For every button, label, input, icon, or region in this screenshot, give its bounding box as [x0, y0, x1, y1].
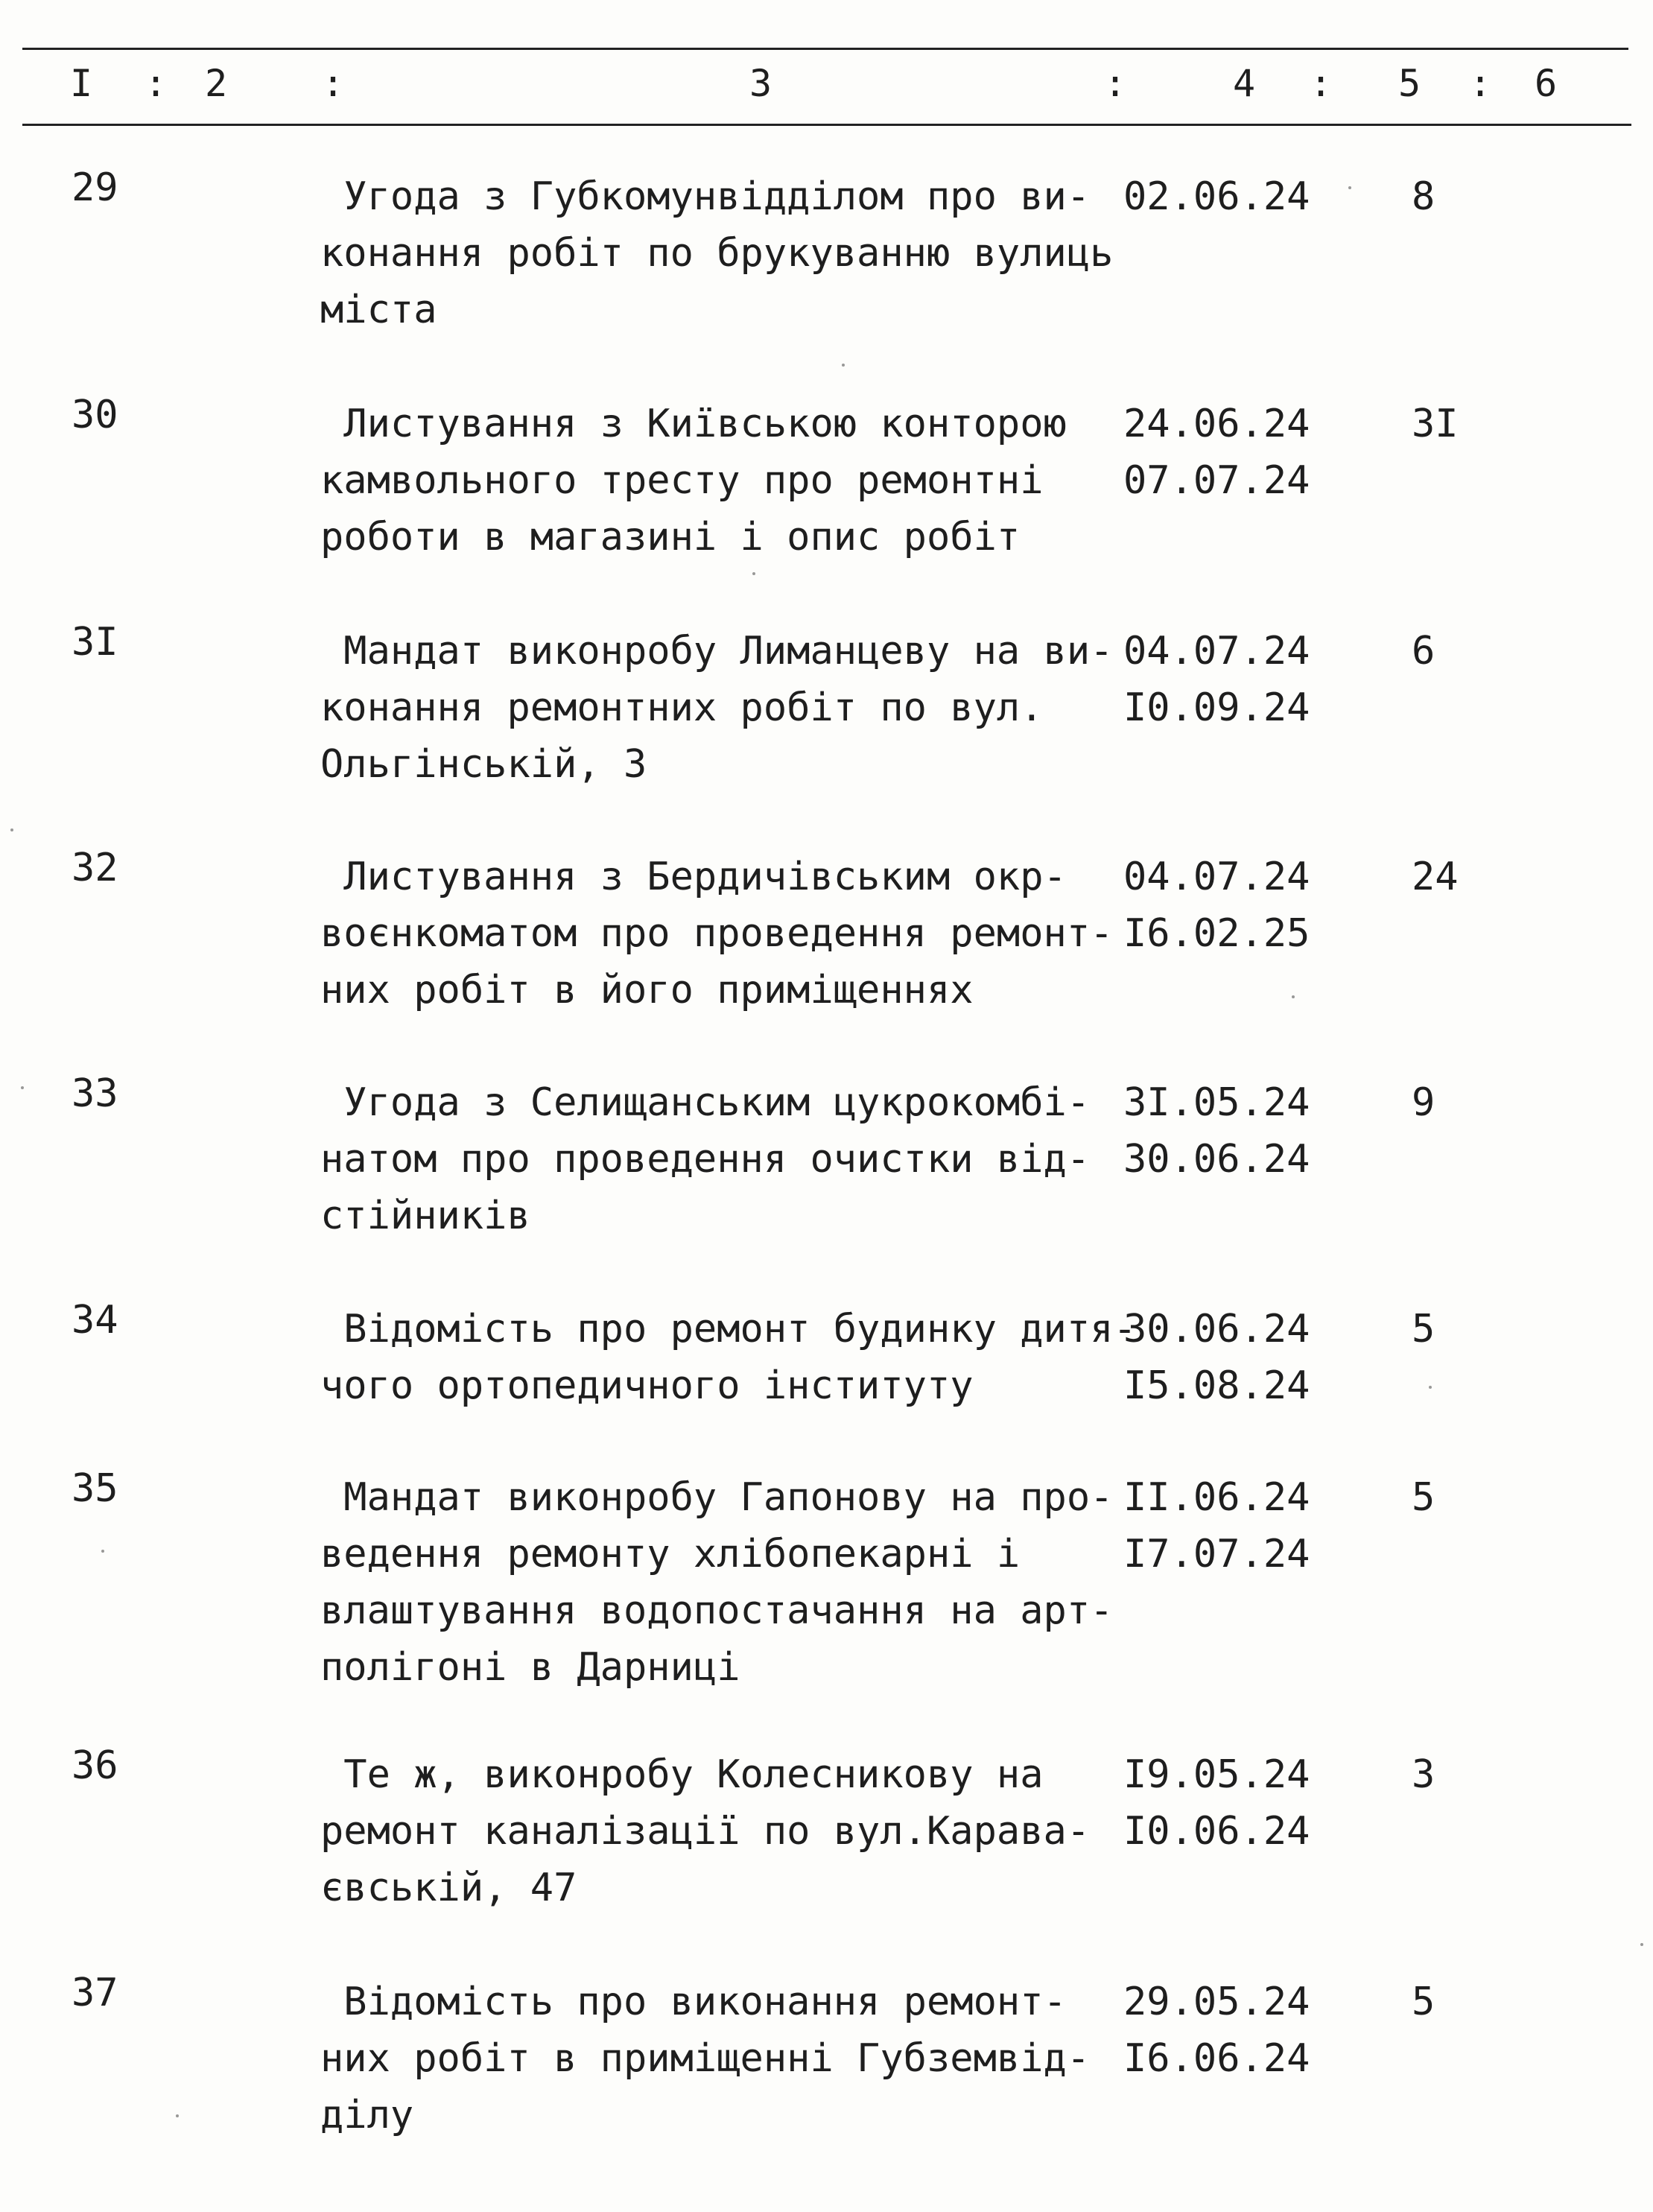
scan-speck: [1640, 1943, 1643, 1946]
description-line: Мандат виконробу Гапонову на про-: [320, 1475, 1114, 1520]
date-start: 04.07.24: [1123, 629, 1310, 674]
date-end: I6.06.24: [1123, 2036, 1310, 2081]
table-row: [0, 165, 1653, 377]
header-col-5: 5: [1398, 62, 1421, 105]
header-col-1: I: [70, 62, 93, 105]
table-row: [0, 1071, 1653, 1283]
header-col-3: 3: [749, 62, 772, 105]
scan-speck: [10, 828, 13, 831]
date-start: 3I.05.24: [1123, 1080, 1310, 1125]
row-number: 34: [72, 1298, 118, 1343]
table-row: [0, 393, 1653, 604]
sheet-count: 5: [1412, 1980, 1435, 2024]
row-number: 35: [72, 1466, 118, 1511]
table-row: [0, 620, 1653, 831]
header-sep-2: :: [322, 62, 345, 105]
row-number: 3I: [72, 620, 118, 665]
description-line: конання ремонтних робіт по вул.: [320, 685, 1044, 730]
scan-speck: [1292, 995, 1295, 998]
description-line: Угода з Губкомунвідділом про ви-: [320, 174, 1091, 219]
description-line: стійників: [320, 1194, 530, 1238]
description-line: них робіт в його приміщеннях: [320, 968, 974, 1012]
description-line: полігоні в Дарниці: [320, 1645, 740, 1690]
description-line: Листування з Бердичівським окр-: [320, 855, 1067, 899]
row-number: 36: [72, 1743, 118, 1788]
date-end: I0.09.24: [1123, 685, 1310, 730]
description-line: конання робіт по брукуванню вулиць: [320, 231, 1114, 276]
description-line: камвольного тресту про ремонтні: [320, 458, 1044, 503]
description-line: натом про проведення очистки від-: [320, 1137, 1091, 1182]
scan-speck: [1429, 1386, 1432, 1389]
description-line: Ольгінській, 3: [320, 742, 647, 787]
description-line: Угода з Селищанським цукрокомбі-: [320, 1080, 1091, 1125]
row-number: 29: [72, 165, 118, 210]
header-bottom-rule: [22, 124, 1631, 126]
scan-speck: [1348, 186, 1351, 189]
sheet-count: 24: [1412, 855, 1459, 899]
sheet-count: 9: [1412, 1080, 1435, 1125]
date-start: I9.05.24: [1123, 1752, 1310, 1797]
table-row: [0, 1743, 1653, 1955]
description-line: чого ортопедичного інституту: [320, 1363, 974, 1408]
description-line: міста: [320, 288, 437, 332]
description-line: ділу: [320, 2093, 414, 2137]
date-end: I7.07.24: [1123, 1532, 1310, 1576]
header-col-4: 4: [1233, 62, 1256, 105]
date-start: 04.07.24: [1123, 855, 1310, 899]
scan-speck: [752, 572, 755, 575]
header-sep-3: :: [1104, 62, 1127, 105]
table-row: [0, 846, 1653, 1057]
date-start: 29.05.24: [1123, 1980, 1310, 2024]
date-end: I5.08.24: [1123, 1363, 1310, 1408]
table-row: [0, 1466, 1653, 1737]
sheet-count: 5: [1412, 1475, 1435, 1520]
row-number: 32: [72, 846, 118, 890]
description-line: ремонт каналізації по вул.Карава-: [320, 1809, 1091, 1854]
row-number: 30: [72, 393, 118, 437]
date-end: 30.06.24: [1123, 1137, 1310, 1182]
description-line: Мандат виконробу Лиманцеву на ви-: [320, 629, 1114, 674]
scan-speck: [176, 2114, 179, 2117]
description-line: Листування з Київською конторою: [320, 402, 1067, 446]
table-row: [0, 1971, 1653, 2182]
date-end: I6.02.25: [1123, 911, 1310, 956]
description-line: ведення ремонту хлібопекарні і: [320, 1532, 1021, 1576]
scan-speck: [842, 364, 845, 367]
header-col-2: 2: [205, 62, 228, 105]
description-line: Те ж, виконробу Колесникову на: [320, 1752, 1044, 1797]
row-number: 33: [72, 1071, 118, 1116]
description-line: влаштування водопостачання на арт-: [320, 1588, 1114, 1633]
sheet-count: 6: [1412, 629, 1435, 674]
sheet-count: 5: [1412, 1307, 1435, 1351]
description-line: них робіт в приміщенні Губземвід-: [320, 2036, 1091, 2081]
description-line: Відомість про виконання ремонт-: [320, 1980, 1067, 2024]
date-start: 30.06.24: [1123, 1307, 1310, 1351]
date-start: 24.06.24: [1123, 402, 1310, 446]
date-start: II.06.24: [1123, 1475, 1310, 1520]
description-line: воєнкоматом про проведення ремонт-: [320, 911, 1114, 956]
sheet-count: 3I: [1412, 402, 1459, 446]
date-end: I0.06.24: [1123, 1809, 1310, 1854]
sheet-count: 3: [1412, 1752, 1435, 1797]
description-line: Відомість про ремонт будинку дитя-: [320, 1307, 1137, 1351]
sheet-count: 8: [1412, 174, 1435, 219]
header-sep-4: :: [1310, 62, 1333, 105]
date-start: 02.06.24: [1123, 174, 1310, 219]
header-col-6: 6: [1535, 62, 1558, 105]
header-top-rule: [22, 48, 1628, 50]
scan-speck: [21, 1086, 24, 1089]
header-sep-5: :: [1469, 62, 1492, 105]
description-line: євській, 47: [320, 1866, 577, 1910]
scan-speck: [101, 1550, 104, 1553]
row-number: 37: [72, 1971, 118, 2015]
description-line: роботи в магазині і опис робіт: [320, 515, 1021, 560]
header-sep-1: :: [145, 62, 168, 105]
date-end: 07.07.24: [1123, 458, 1310, 503]
